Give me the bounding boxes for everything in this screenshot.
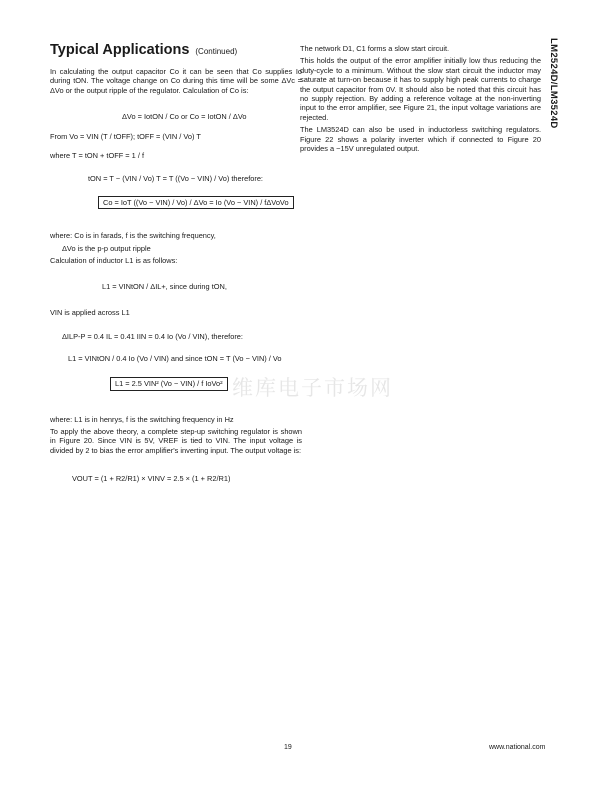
equation-l1-box: L1 = 2.5 VIN² (Vo − VIN) / f IoVo² [110,377,228,390]
page-number: 19 [284,744,292,751]
equation-vout: VOUT = (1 + R2/R1) × VINV = 2.5 × (1 + R2/R1) [72,474,231,484]
equation-co [98,196,302,209]
equation-period: where T = tON + tOFF = 1 / f [50,151,144,161]
left-column [50,42,302,484]
equation-vo-toff: From Vo = VIN (T / tOFF); tOFF = (VIN / Vo) T [50,131,201,141]
paragraph-l1-units: where: L1 is in henrys, f is the switching frequency in Hz [50,414,234,424]
paragraph-error-amp: This holds the output of the error amplifier initially low thus reducing the duty-cycle to a minimum. Without the slow start circuit the inductor may saturate at turn-on because it has to supply high peak currents to charge the output capacitor from 0V. It should also be noted that this circuit has no supply rejection. By adding a reference voltage at the non-inverting input to the error amplifier, see Figure 21, the input voltage variations are rejected. [300,56,541,122]
paragraph-ripple: ΔVo is the p-p output ripple [62,243,151,253]
paragraph-slow-start: The network D1, C1 forms a slow start circuit. [300,44,450,53]
equation-ton: tON = T − (VIN / Vo) T = T ((Vo − VIN) / Vo) therefore: [88,174,263,184]
equation-l1: L1 = VINtON / ΔIL+, since during tON, [102,282,227,292]
right-column [300,44,541,156]
equation-delta-vo: ΔVo = IotON / Co or Co = IotON / ΔVo [122,112,247,122]
paragraph-apply-theory: To apply the above theory, a complete step-up switching regulator is shown in Figure 20. Since VIN is 5V, VREF is tied to VIN. The input voltage is divided by 2 to bias the error amplifier's inverting input. The output voltage is: [50,426,302,455]
heading-suffix: (Continued) [195,47,238,56]
footer-url: www.national.com [489,744,546,751]
paragraph-l1-intro: Calculation of inductor L1 is as follows: [50,256,178,266]
section-heading: Typical Applications (Continued) [50,42,238,58]
equation-l1-final [110,377,302,390]
sidebar-part-numbers: LM2524D/LM3524D [548,38,559,129]
paragraph-inductorless: The LM3524D can also be used in inductorless switching regulators. Figure 22 shows a polarity inverter which if connected to Figure 20 provides a −15V unregulated output. [300,125,541,154]
equation-delta-il: ΔILP-P = 0.4 IL = 0.41 IIN = 0.4 Io (Vo / VIN), therefore: [62,332,243,342]
paragraph-vin-applied: VIN is applied across L1 [50,307,130,317]
paragraph-co-units: where: Co is in farads, f is the switching frequency, [50,231,216,241]
equation-l1-expanded: L1 = VINtON / 0.4 Io (Vo / VIN) and since tON = T (Vo − VIN) / Vo [68,353,282,363]
paragraph-co-intro: In calculating the output capacitor Co it can be seen that Co supplies Io during tON. The voltage change on Co during this time will be some ΔVc = ΔVo or the output ripple of the regulator. Calculation of Co is: [50,67,302,95]
equation-co-box: Co = IoT ((Vo − VIN) / Vo) / ΔVo = Io (Vo − VIN) / fΔVoVo [98,196,294,209]
watermark: 维库电子市场网 [232,376,393,400]
